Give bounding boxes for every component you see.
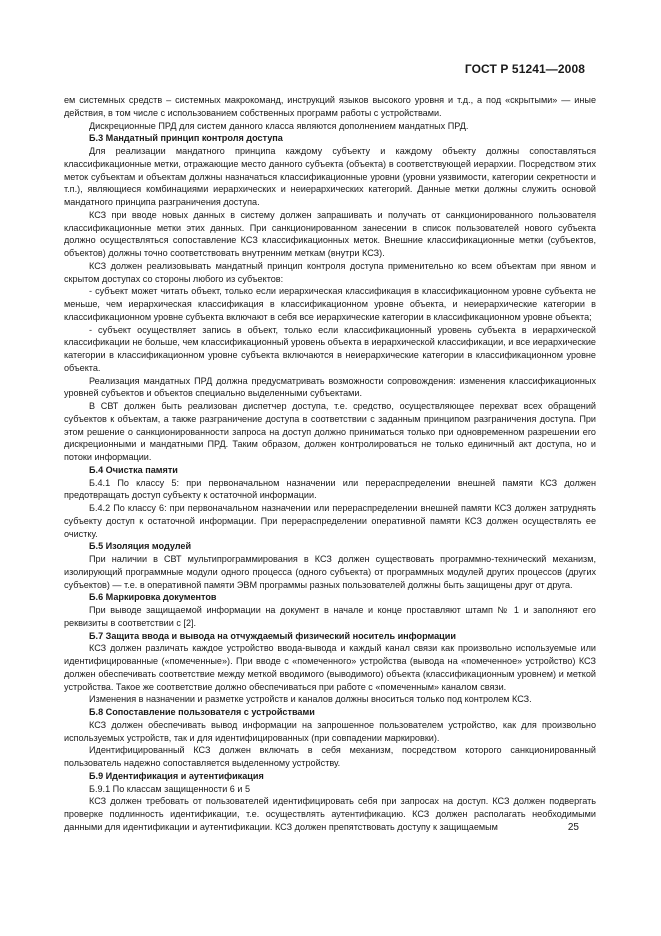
section-heading: Б.6 Маркировка документов [89, 592, 217, 603]
section-heading: Б.5 Изоляция модулей [89, 541, 192, 552]
paragraph: КСЗ при вводе новых данных в систему должен запрашивать и получать от санкционированного пользователя классификационные метки этих данных. При санкционированном занесении в список пользователей нового субъекта должно осуществляться сопоставление КСЗ классификационных меток. Внешние классификационные метки (субъектов, объектов) должны точно соответствовать внутренним меткам (внутри КСЗ). [64, 209, 596, 258]
paragraph: Изменения в назначении и разметке устройств и каналов должны вноситься только под контролем КСЗ. [89, 694, 532, 705]
list-item: - субъект осуществляет запись в объект, только если классификационный уровень субъекта в иерархической классификации не больше, чем классификационный уровень объекта в иерархической классификации, и все иерархические категории в классификационном уровне субъекта включаются в неиерархические категории в классификационном уровне объекта. [64, 324, 596, 373]
paragraph: КСЗ должен реализовывать мандатный принцип контроля доступа применительно ко всем объектам при явном и скрытом доступах со стороны любого из субъектов: [64, 260, 596, 284]
paragraph: КСЗ должен требовать от пользователей идентифицировать себя при запросах на доступ. КСЗ должен подвергать проверке подлинность идентификации, т.е. осуществлять аутентификацию. КСЗ должен располагать необходимыми данными для идентификации и аутентификации. КСЗ должен препятствовать доступу к защищаемым [64, 796, 596, 832]
list-item: - субъект может читать объект, только если иерархическая классификация в классификационном уровне субъекта не меньше, чем иерархическая классификация в классификационном уровне объекта, и неиерархические категории в классификационном уровне субъекта включают в себя все иерархические категории в классификационном уровне объекта; [64, 286, 596, 322]
section-heading: Б.3 Мандатный принцип контроля доступа [89, 133, 283, 144]
section-heading: Б.8 Сопоставление пользователя с устройствами [89, 707, 315, 717]
paragraph: При наличии в СВТ мультипрограммирования в КСЗ должен существовать программно-технический механизм, изолирующий программные модули одного процесса (одного субъекта) от программных модулей других процессов (других субъектов) — т.е. в оперативной памяти ЭВМ программы разных пользователей должны быть защищены друг от друга. [64, 554, 596, 590]
document-header: ГОСТ Р 51241—2008 [464, 62, 585, 76]
paragraph: В СВТ должен быть реализован диспетчер доступа, т.е. средство, осуществляющее перехват всех обращений субъектов к объектам, а также разграничение доступа в соответствии с заданным принципом разграничения доступа. При этом решение о санкционированности запроса на доступ должно приниматься только при одновременном разрешении его дискреционными и мандатными ПРД. Таким образом, должен контролироваться не только единичный акт доступа, но и потоки информации. [64, 401, 596, 462]
paragraph: Реализация мандатных ПРД должна предусматривать возможности сопровождения: изменения классификационных уровней субъектов и объектов специально выделенными субъектами. [64, 375, 596, 399]
section-heading: Б.4 Очистка памяти [89, 464, 178, 475]
section-heading: Б.7 Защита ввода и вывода на отчуждаемый физический носитель информации [89, 630, 456, 641]
paragraph: Б.4.2 По классу 6: при первоначальном назначении или перераспределении внешней памяти КСЗ должен затруднять субъекту доступ к остаточной информации. При перераспределении оперативной памяти КСЗ должен осуществлять ее очистку. [64, 503, 596, 539]
page-content [64, 94, 596, 834]
paragraph: Для реализации мандатного принципа каждому субъекту и каждому объекту должны сопоставляться классификационные метки, отражающие место данного субъекта (объекта) в соответствующей иерархии. Посредством этих меток субъектам и объектам должны назначаться классификационные уровни (уровни уязвимости, категории секретности и т.п.), являющиеся комбинациями иерархических и неиерархических категорий. Данные метки должны служить основой мандатного принципа разграничения доступа. [64, 146, 596, 207]
section-heading: Б.9 Идентификация и аутентификация [89, 770, 264, 781]
paragraph: Дискреционные ПРД для систем данного класса являются дополнением мандатных ПРД. [89, 120, 469, 131]
paragraph: При выводе защищаемой информации на документ в начале и конце проставляют штамп № 1 и заполняют его реквизиты в соответствии с [2]. [64, 605, 596, 628]
paragraph: КСЗ должен обеспечивать вывод информации на запрошенное пользователем устройство, как для произвольно используемых устройств, так и для идентифицированных (при совпадении маркировки). [64, 719, 596, 743]
paragraph: КСЗ должен различать каждое устройство ввода-вывода и каждый канал связи как произвольно используемые или идентифицированные («помеченные»). При вводе с «помеченного» устройства (вывода на «помеченное» устройство) КСЗ должен обеспечивать соответствие между меткой вводимого (выводимого) объекта (классификационным уровнем) и меткой устройства. Такое же соответствие должно обеспечиваться при работе с «помеченным» каналом связи. [64, 643, 596, 692]
subsection-label: Б.9.1 По классам защищенности 6 и 5 [89, 783, 251, 794]
page-number: 25 [567, 822, 579, 833]
paragraph: ем системных средств – системных макрокоманд, инструкций языков высокого уровня и т.д., а под «скрытыми» — иные действия, в том числе с использованием собственных программ работы с устройствами. [64, 95, 596, 118]
paragraph: Идентифицированный КСЗ должен включать в себя механизм, посредством которого санкционированный пользователь надежно сопоставляется выделенному устройству. [64, 745, 596, 768]
paragraph: Б.4.1 По классу 5: при первоначальном назначении или перераспределении внешней памяти КСЗ должен предотвращать доступ субъекту к остаточной информации. [64, 477, 596, 501]
